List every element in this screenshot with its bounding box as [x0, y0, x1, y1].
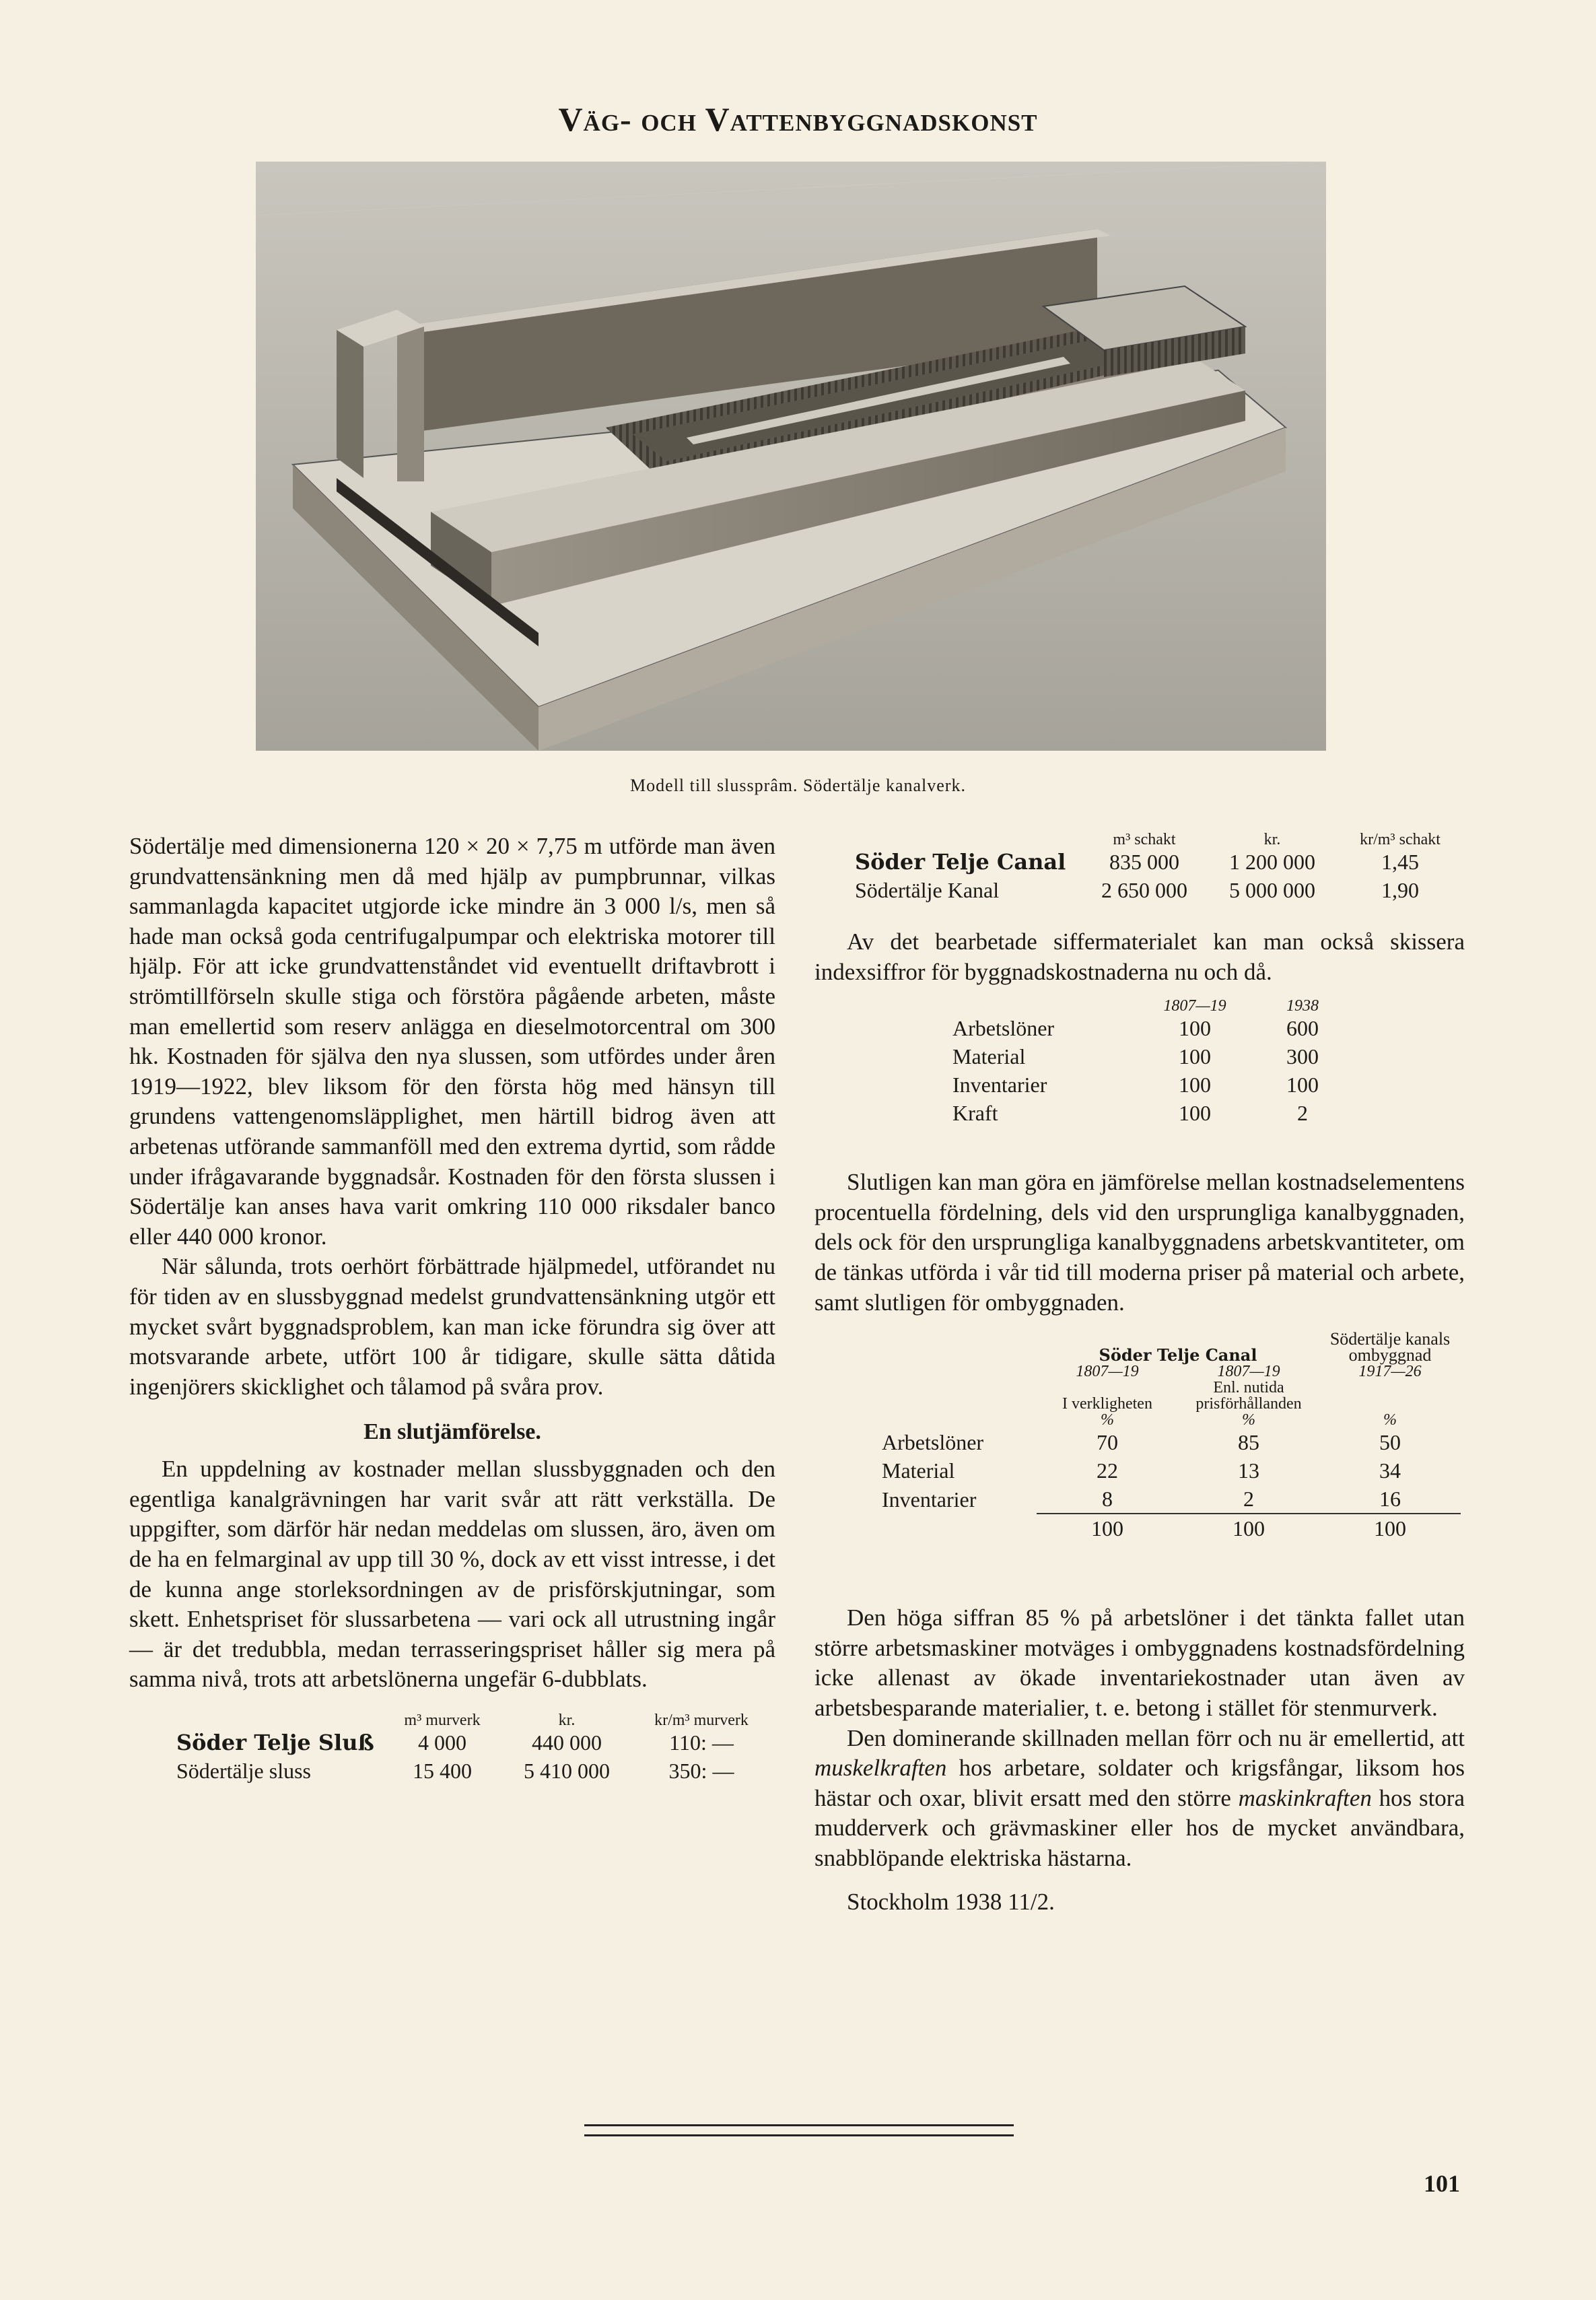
- distribution-col1-sub: I verkligheten: [1062, 1395, 1152, 1413]
- signoff: Stockholm 1938 11/2.: [847, 1888, 1055, 1915]
- distribution-table: [882, 1331, 1461, 1543]
- cell: 600: [1286, 1016, 1319, 1041]
- cell: 4 000: [418, 1730, 466, 1755]
- row-label: Arbetslöner: [952, 1016, 1055, 1041]
- cell: 100: [1179, 1101, 1211, 1126]
- sluss-col-m3: m³ murverk: [404, 1712, 481, 1730]
- cell: 13: [1238, 1458, 1259, 1483]
- page-number: 101: [1424, 2170, 1460, 2197]
- cell: 110: —: [669, 1730, 734, 1755]
- sluss-col-krm3: kr/m³ murverk: [654, 1712, 749, 1730]
- cell: 300: [1286, 1044, 1319, 1069]
- page-header: Väg- och Vattenbyggnadskonst: [558, 100, 1038, 138]
- table-row: [952, 1014, 1356, 1042]
- row-label: Kraft: [952, 1101, 998, 1126]
- lock-model-illustration: [256, 162, 1326, 751]
- canal-col-krm3: kr/m³ schakt: [1360, 831, 1441, 848]
- table-row: [952, 1099, 1356, 1127]
- right-paragraph-4: [814, 1724, 1465, 1874]
- index-table: [952, 998, 1356, 1127]
- distribution-group-head: Söder Telje Canal: [1099, 1345, 1257, 1365]
- footer-rule: [584, 2124, 1014, 2136]
- row-label: Inventarier: [952, 1073, 1047, 1097]
- cell: 100: [1319, 1514, 1461, 1543]
- row-label: Arbetslöner: [882, 1430, 984, 1455]
- pct-mark: %: [1101, 1411, 1114, 1429]
- right-paragraph-2: Slutligen kan man göra en jämförelse mellan kostnadselementens procentuella fördelning, dels vid den ursprungliga kanalbyggnaden, dels ock för den ursprungliga kanalbyggnadens arbetskvantiteter, om de tänkas utförda i vår tid till moderna priser på material och arbete, samt slutligen för ombyggnaden.: [814, 1169, 1465, 1316]
- cell: 835 000: [1109, 850, 1179, 874]
- cell: 70: [1097, 1430, 1118, 1455]
- cell: 50: [1379, 1430, 1401, 1455]
- cell: 5 410 000: [524, 1759, 610, 1784]
- canal-col-m3: m³ schakt: [1113, 831, 1176, 848]
- cell: 1,45: [1381, 850, 1419, 874]
- table-row: [952, 1071, 1356, 1099]
- left-column: [129, 832, 775, 1785]
- emphasis: maskinkraften: [1238, 1784, 1372, 1811]
- cell: 1,90: [1381, 878, 1419, 902]
- row-label: Inventarier: [882, 1487, 977, 1512]
- cell: 22: [1097, 1458, 1118, 1483]
- cell: 2 650 000: [1101, 878, 1187, 902]
- canal-col-kr: kr.: [1263, 831, 1281, 848]
- text: hos stora mudderverk och grävmaskiner eller hos de mycket användbara, snabblöpande elektriska hästarna.: [814, 1784, 1465, 1871]
- figure-caption: Modell till slussprâm. Södertälje kanalverk.: [630, 776, 966, 795]
- cell: 350: —: [668, 1759, 734, 1784]
- cell: 34: [1379, 1458, 1401, 1483]
- cell: 15 400: [413, 1759, 472, 1784]
- distribution-col3-head: Södertälje kanals ombyggnad: [1329, 1329, 1451, 1365]
- index-col-1807: 1807—19: [1163, 997, 1226, 1015]
- canal-cost-table: [855, 832, 1461, 904]
- left-paragraph-1: Södertälje med dimensionerna 120 × 20 × 7,75 m utförde man även grundvattensänkning men då med hjälp av pumpbrunnar, vilkas sammanlagda kapacitet utgjorde icke mindre än 3 000 l/s, men så hade man också goda centrifugalpumpar och elektriska motorer till hjälp. För att icke grundvattenståndet vid eventuellt driftavbrott i strömtillförseln skulle stiga och förstöra pågående arbeten, måste man emellertid som reserv anlägga en dieselmotorcentral om 300 hk. Kostnaden för själva den nya slussen, som utfördes under åren 1919—1922, blev liksom för den första hög med hänsyn till grundens vattengenomsläpplighet, men härtill bidrog även att arbetenas utförande sammanföll med den extrema dyrtid, som rådde under ifrågavarande byggnadsår. Kostnaden för den första slussen i Södertälje kan anses hava varit omkring 110 000 riksdaler banco eller 440 000 kronor.: [129, 833, 775, 1250]
- right-paragraph-1: Av det bearbetade siffermaterialet kan man också skissera indexsiffror för byggnadskostnaderna nu och då.: [814, 928, 1465, 985]
- distribution-col2-years: 1807—19: [1217, 1363, 1280, 1381]
- row-label: Material: [882, 1458, 955, 1483]
- model-photo: [256, 162, 1326, 751]
- right-column: [814, 832, 1465, 1917]
- emphasis: muskelkraften: [814, 1755, 947, 1782]
- cell: 2: [1243, 1487, 1254, 1512]
- row-label: Söder Telje Canal: [855, 849, 1066, 875]
- text: hos arbetare, soldater och krigsfångar, liksom hos hästar och oxar, blivit ersatt med den större: [814, 1755, 1465, 1811]
- cell: 1 200 000: [1229, 850, 1315, 874]
- cell: 8: [1102, 1487, 1113, 1512]
- row-label: Söder Telje Sluß: [176, 1730, 374, 1756]
- row-label: Material: [952, 1044, 1026, 1069]
- cell: 100: [1179, 1044, 1211, 1069]
- cell: 100: [1179, 1016, 1211, 1041]
- cell: 5 000 000: [1229, 878, 1315, 902]
- distribution-col3-years: 1917—26: [1358, 1363, 1422, 1381]
- left-paragraph-3: En uppdelning av kostnader mellan slussbyggnaden och den egentliga kanalgrävningen har varit svår att rätt verkställa. De uppgifter, som därför här nedan meddelas om slussen, äro, även om de ha en felmarginal av upp till 30 %, dock av ett visst intresse, i det de kunna ange storleksordningen av de prisförskjutningar, som skett. Enhetspriset för slussarbetena — vari ock all utrustning ingår — är det tredubbla, medan terrasseringspriset håller sig mera på samma nivå, trots att arbetslönerna ungefär 6-dubblats.: [129, 1456, 775, 1693]
- cell: 100: [1037, 1514, 1178, 1543]
- pct-mark: %: [1242, 1411, 1255, 1429]
- table-row: [855, 876, 1461, 904]
- table-row: [176, 1757, 769, 1785]
- cell: 100: [1178, 1514, 1319, 1543]
- cell: 100: [1179, 1073, 1211, 1097]
- cell: 100: [1286, 1073, 1319, 1097]
- row-label: Södertälje sluss: [176, 1759, 311, 1784]
- distribution-col2-sub: Enl. nutida prisförhållanden: [1195, 1379, 1302, 1413]
- pct-mark: %: [1383, 1411, 1397, 1429]
- left-paragraph-2: När sålunda, trots oerhört förbättrade hjälpmedel, utförandet nu för tiden av en slussbyggnad medelst grundvattensänkning utgör ett mycket svårt byggnadsproblem, kan man icke förundra sig över att motsvarande arbete, utfört 100 år tidigare, skulle sätta dåtida ingenjörers skicklighet och tålamod på svåra prov.: [129, 1253, 775, 1400]
- totals-row: [882, 1514, 1461, 1543]
- table-row: [176, 1728, 769, 1757]
- section-heading: En slutjämförelse.: [363, 1419, 541, 1445]
- table-row: [882, 1456, 1461, 1485]
- table-row: [882, 1485, 1461, 1514]
- cell: 16: [1379, 1487, 1401, 1512]
- sluss-cost-table: [176, 1712, 769, 1785]
- row-label: Södertälje Kanal: [855, 878, 1000, 902]
- table-row: [952, 1042, 1356, 1071]
- table-row: [855, 848, 1461, 876]
- cell: 440 000: [532, 1730, 602, 1755]
- right-paragraph-3: Den höga siffran 85 % på arbetslöner i det tänkta fallet utan större arbetsmaskiner motväges i ombyggnadens kostnadsfördelning icke allenast av ökade inventariekostnader utan även av arbetsbesparande materialier, t. e. betong i stället för stenmurverk.: [814, 1604, 1465, 1721]
- cell: 2: [1297, 1101, 1308, 1126]
- index-col-1938: 1938: [1286, 997, 1319, 1015]
- cell: 85: [1238, 1430, 1259, 1455]
- distribution-col1-years: 1807—19: [1076, 1363, 1139, 1381]
- text: Den dominerande skillnaden mellan förr och nu är emellertid, att: [847, 1724, 1465, 1751]
- sluss-col-kr: kr.: [558, 1712, 576, 1730]
- table-row: [882, 1428, 1461, 1456]
